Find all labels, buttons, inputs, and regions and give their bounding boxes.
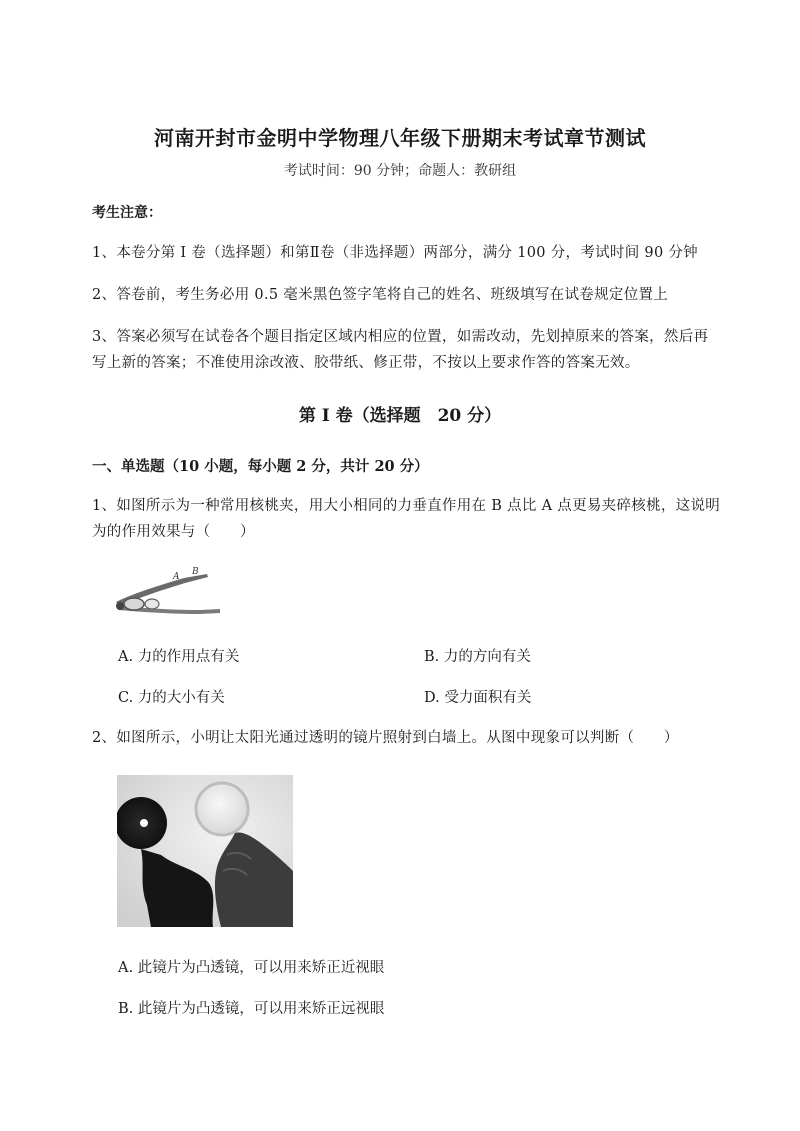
page-title: 河南开封市金明中学物理八年级下册期末考试章节测试	[154, 126, 646, 150]
nutcracker-figure	[112, 562, 224, 620]
option-b[interactable]: B. 此镜片为凸透镜，可以用来矫正远视眼	[118, 1001, 385, 1017]
notice-item: 3、答案必须写在试卷各个题目指定区域内相应的位置，如需改动，先划掉原来的答案，然后再写上新的答案；不准使用涂改液、胶带纸、修正带，不按以上要求作答的答案无效。	[92, 329, 709, 371]
part-heading: 一、单选题（10 小题，每小题 2 分，共计 20 分）	[92, 458, 429, 475]
notice-item: 1、本卷分第 I 卷（选择题）和第Ⅱ卷（非选择题）两部分，满分 100 分，考试时间 90 分钟	[92, 245, 698, 261]
notice-item: 2、答卷前，考生务必用 0.5 毫米黑色签字笔将自己的姓名、班级填写在试卷规定位置上	[92, 287, 669, 303]
figure-label-b: B	[192, 567, 199, 577]
option-b[interactable]: B. 力的方向有关	[424, 649, 531, 665]
lens-on-wall-image	[117, 775, 293, 927]
question-stem: 1、如图所示为一种常用核桃夹，用大小相同的力垂直作用在 B 点比 A 点更易夹碎核桃，这说明为的作用效果与（ ）	[92, 498, 721, 540]
option-d[interactable]: D. 受力面积有关	[424, 690, 532, 706]
option-c[interactable]: C. 力的大小有关	[118, 690, 225, 706]
option-a[interactable]: A. 力的作用点有关	[118, 649, 240, 665]
exam-info: 考试时间：90 分钟；命题人：教研组	[283, 163, 517, 179]
lens-photo	[117, 775, 293, 927]
option-a[interactable]: A. 此镜片为凸透镜，可以用来矫正近视眼	[118, 960, 385, 976]
notice-heading: 考生注意：	[92, 205, 162, 221]
section-title: 第 I 卷（选择题 20 分）	[298, 406, 502, 426]
figure-label-a: A	[173, 572, 180, 582]
question-stem: 2、如图所示，小明让太阳光通过透明的镜片照射到白墙上。从图中现象可以判断（ ）	[92, 730, 679, 746]
nutcracker-illustration	[112, 562, 224, 620]
